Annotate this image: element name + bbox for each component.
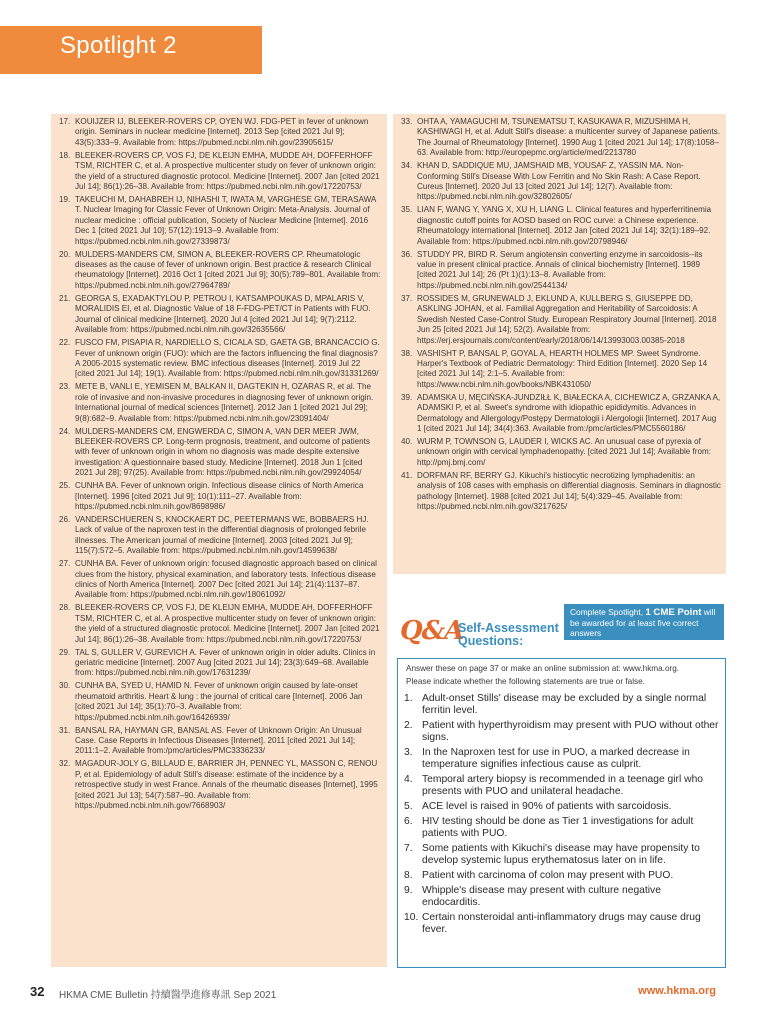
page-number: 32 [30,984,45,999]
reference-item-number: 27. [59,559,71,569]
reference-item-number: 39. [401,392,413,402]
reference-item [59,648,381,679]
reference-item-text: MULDERS-MANDERS CM, ENGWERDA C, SIMON A, VAN DER MEER JWM, BLEEKER-ROVERS CP. Long-term prognosis, treatment, and outcome of patients with fever of unknown origin in whom no diagnosis was made despite extensive investigation: A questionnaire based study. Medicine [Internet]. 2018 Jun 1 [cited 2021 Jul 28]; 97(25). Available from: https://pubmed.ncbi.nlm.nih.gov/29924054/ [75,426,370,478]
question-list [404,693,720,939]
reference-item-text: GEORGA S, EXADAKTYLOU P, PETROU I, KATSAMPOUKAS D, MPALARIS V, MORALIDIS EI, et al. Diagnostic Value of 18 F-FDG-PET/CT in Patients with FUO. Journal of clinical medicine [Internet]. 2020 Jul 4 [cited 2021 Jul 14]; 9(7):2112. Available from: https://pubmed.ncbi.nlm.nih.gov/32635566/ [75,293,371,335]
reference-item-text: CUNHA BA. Fever of unknown origin: focused diagnostic approach based on clinical clues from the history, physical examination, and laboratory tests. Infectious disease clinics of North America [Internet]. 2007 Dec [cited 2021 Jul 14]; 21(4):1137–87. Available from: https://pubmed.ncbi.nlm.nih.gov/18061092/ [75,559,377,600]
reference-item-text: METE B, VANLI E, YEMISEN M, BALKAN II, DAGTEKIN H, OZARAS R, et al. The role of invasive and non-invasive procedures in diagnosing fever of unknown origin. International journal of medical sciences [Internet]. 2012 Jan 1 [cited 2021 Jul 29]; 9(8):682–9. Available from: https://pubmed.ncbi.nlm.nih.gov/23091404/ [75,382,374,423]
reference-list-right [401,117,721,515]
question-item [404,885,720,909]
reference-item [401,205,721,247]
reference-item [401,471,721,513]
reference-item-number: 37. [401,293,413,303]
question-item-text: Patient with carcinoma of colon may present with PUO. [422,870,674,881]
reference-item-text: BLEEKER-ROVERS CP, VOS FJ, DE KLEIJN EMHA, MUDDE AH, DOFFERHOFF TSM, RICHTER C, et al. A prospective multicenter study on fever of unknown origin: the yield of a structured diagnostic protocol. Medicine [Internet]. 2007 Jan [cited 2021 Jul 14]; 86(1):26–38. Available from: https://pubmed.ncbi.nlm.nih.gov/17220753/ [75,150,380,192]
question-item-number: 5. [404,801,413,812]
question-item-number: 1. [404,693,413,704]
question-item-text: Patient with hyperthyroidism may present with PUO without other signs. [422,720,719,743]
question-item-text: HIV testing should be done as Tier 1 investigations for adult patients with PUO. [422,816,694,839]
reference-item [401,294,721,346]
reference-item-text: TAL S, GULLER V, GUREVICH A. Fever of unknown origin in older adults. Clinics in geriatric medicine [Internet]. 2007 Aug [cited 2021 Jul 14]; 23(3):649–68. Available from: https://pubmed.ncbi.nlm.nih.gov/17631239/ [75,647,376,678]
question-item-number: 10. [404,912,419,923]
reference-item [401,117,721,159]
reference-item [59,726,381,757]
reference-item-number: 36. [401,249,413,259]
badge-text-post: will be awarded for at least five correct answers [570,607,716,638]
reference-item-text: STUDDY PR, BIRD R. Serum angiotensin converting enzyme in sarcoidosis--its value in present clinical practice. Annals of clinical biochemistry [Internet]. 1989 [cited 2021 Jul 14]; 26 (Pt 1)(1):13–8. Available from: https://pubmed.ncbi.nlm.nih.gov/2544134/ [417,249,703,290]
reference-item [401,250,721,292]
reference-item [59,559,381,601]
badge-text-bold: 1 CME Point [645,607,702,618]
question-item-number: 2. [404,720,413,731]
reference-item [59,515,381,557]
question-item [404,843,720,867]
reference-item [401,393,721,435]
reference-item-number: 23. [59,382,71,392]
reference-item [401,437,721,468]
badge-text-pre: Complete Spotlight, [570,607,644,617]
question-item [404,747,720,771]
qa-title [458,622,559,648]
question-item-text: Certain nonsteroidal anti-inflammatory drugs may cause drug fever. [422,912,701,935]
reference-item [59,681,381,723]
question-item-number: 6. [404,816,413,827]
reference-item-number: 17. [59,117,71,126]
qa-instruction-line1: Answer these on page 37 or make an online submission at: www.hkma.org. [406,664,680,673]
reference-item [59,250,381,292]
reference-item-number: 31. [59,725,71,735]
reference-item-text: OHTA A, YAMAGUCHI M, TSUNEMATSU T, KASUKAWA R, MIZUSHIMA H, KASHIWAGI H, et al. Adult Still's disease: a multicenter survey of Japanese patients. The Journal of Rheumatology [Internet]. 1990 Aug 1 [cited 2021 Jul 14]; 17(8):1058–63. Available from: http://europepmc.org/article/med/2213780 [417,117,721,158]
reference-item [59,481,381,512]
reference-item [59,603,381,645]
references-panel-right [393,114,726,574]
qa-instructions [406,663,718,688]
reference-item-number: 22. [59,338,71,348]
question-item [404,693,720,717]
qa-box [397,658,726,968]
reference-item-number: 25. [59,481,71,491]
section-title: Spotlight 2 [60,32,177,59]
reference-item-number: 21. [59,293,71,303]
reference-item-text: FUSCO FM, PISAPIA R, NARDIELLO S, CICALA SD, GAETA GB, BRANCACCIO G. Fever of unknown origin (FUO): which are the factors influencing the final diagnosis? A 2005-2015 systematic review. BMC infectious diseases [Internet]. 2019 Jul 22 [cited 2021 Jul 14]; 19(1). Available from: https://pubmed.ncbi.nlm.nih.gov/31331269/ [75,338,380,379]
qa-title-line2: Questions: [458,634,524,648]
question-item-number: 7. [404,843,413,854]
reference-item-text: KHAN D, SADDIQUE MU, JAMSHAID MB, YOUSAF Z, YASSIN MA. Non-Conforming Still's Disease With Low Ferritin and No Skin Rash: A Case Report. Cureus [Internet]. 2020 Jul 13 [cited 2021 Jul 14]; 12(7). Available from: https://pubmed.ncbi.nlm.nih.gov/32802605/ [417,161,701,202]
reference-item-text: BANSAL RA, HAYMAN GR, BANSAL AS. Fever of Unknown Origin: An Unusual Case. Case Reports in Infectious Diseases [Internet]. 2011 [cited 2021 Jul 14]; 2011:1–2. Available from:/pmc/articles/PMC3336233/ [75,725,362,756]
reference-item-number: 38. [401,348,413,358]
cme-point-badge [564,604,724,640]
reference-item-text: TAKEUCHI M, DAHABREH IJ, NIHASHI T, IWATA M, VARGHESE GM, TERASAWA T. Nuclear Imaging for Classic Fever of Unknown Origin: Meta-Analysis. Journal of nuclear medicine : official publication, Society of Nuclear Medicine [Internet]. 2016 Dec 1 [cited 2021 Jul 10]; 57(12):1913–9. Available from: https://pubmed.ncbi.nlm.nih.gov/27339873/ [75,195,376,246]
reference-item-text: VASHISHT P, BANSAL P, GOYAL A, HEARTH HOLMES MP. Sweet Syndrome. Harper's Textbook of Pediatric Dermatology: Third Edition [Internet]. 2020 Sep 14 [cited 2021 Jul 14]; 2:1–5. Available from: https://www.ncbi.nlm.nih.gov/books/NBK431050/ [417,348,708,389]
reference-item [59,117,381,148]
reference-item [59,151,381,193]
reference-item-number: 29. [59,647,71,657]
reference-item-number: 28. [59,603,71,613]
reference-item-text: CUNHA BA. Fever of unknown origin. Infectious disease clinics of North America [Internet]. 1996 [cited 2021 Jul 9]; 10(1):111–27. Available from: https://pubmed.ncbi.nlm.nih.gov/8698986/ [75,481,364,511]
qa-instruction-line2: Please indicate whether the following statements are true or false. [406,676,645,686]
question-item [404,774,720,798]
question-item-number: 9. [404,885,413,896]
reference-item-text: MAGADUR-JOLY G, BILLAUD E, BARRIER JH, PENNEC YL, MASSON C, RENOU P, et al. Epidemiology of adult Still's disease: estimate of the incidence by a retrospective study in west France. Annals of the rheumatic diseases [Internet], 1995 [cited 2021 Jul 13]; 54(7):587–90. Available from: https://pubmed.ncbi.nlm.nih.gov/7668903/ [75,759,378,811]
reference-item-number: 40. [401,436,413,446]
reference-item-text: LIAN F, WANG Y, YANG X, XU H, LIANG L. Clinical features and hyperferritinemia diagnostic cutoff points for AOSD based on ROC curve: a Chinese experience. Rheumatology international [Internet]. 2012 Jan [cited 2021 Jul 14]; 32(1):189–92. Available from: https://pubmed.ncbi.nlm.nih.gov/20798946/ [417,205,712,246]
reference-item-number: 33. [401,117,413,126]
reference-item-number: 41. [401,470,413,480]
reference-item-text: WURM P, TOWNSON G, LAUDER I, WICKS AC. An unusual case of pyrexia of unknown origin with cervical lymphadenopathy. [cited 2021 Jul 14]; Available from: http://pmj.bmj.com/ [417,436,711,467]
reference-item [59,382,381,424]
reference-item-number: 32. [59,759,71,769]
reference-item-text: ADAMSKA U, MĘCIŃSKA-JUNDZIŁŁ K, BIAŁECKA A, CICHEWICZ A, GRZANKA A, ADAMSKI P, et al. Sweet's syndrome with idiopathic epididymitis. Advances in Dermatology and Allergology/Postępy Dermatologii i Alergologii [Internet]. 2017 Aug 1 [cited 2021 Jul 14]; 34(4):363. Available from:/pmc/articles/PMC5560186/ [417,392,721,433]
question-item-text: Some patients with Kikuchi's disease may have propensity to develop systemic lupus erythematosus later on in life. [422,843,700,866]
reference-list-left [59,117,381,814]
qa-title-line1: Self-Assessment [458,621,559,635]
reference-item [401,349,721,391]
question-item-text: Whipple's disease may present with culture negative endocarditis. [422,885,661,908]
question-item-number: 3. [404,747,413,758]
reference-item [59,195,381,247]
question-item-text: ACE level is raised in 90% of patients with sarcoidosis. [422,801,672,812]
reference-item [59,759,381,811]
reference-item-text: BLEEKER-ROVERS CP, VOS FJ, DE KLEIJN EMHA, MUDDE AH, DOFFERHOFF TSM, RICHTER C, et al. A prospective multicenter study on fever of unknown origin: the yield of a structured diagnostic protocol. Medicine [Internet]. 2007 Jan [cited 2021 Jul 14]; 86(1):26–38. Available from: https://pubmed.ncbi.nlm.nih.gov/17220753/ [75,603,380,644]
question-item [404,801,720,813]
reference-item [401,161,721,203]
reference-item [59,294,381,336]
question-item-text: In the Naproxen test for use in PUO, a marked decrease in temperature signifies infectious cause as culprit. [422,747,690,770]
reference-item-number: 34. [401,161,413,171]
reference-item-text: MULDERS-MANDERS CM, SIMON A, BLEEKER-ROVERS CP. Rheumatologic diseases as the cause of fever of unknown origin. Best practice & research Clinical rheumatology [Internet]. 2016 Oct 1 [cited 2021 Jul 9]; 30(5):789–801. Available from: https://pubmed.ncbi.nlm.nih.gov/27964789/ [75,249,381,290]
question-item-number: 8. [404,870,413,881]
reference-item-text: VANDERSCHUEREN S, KNOCKAERT DC, PEETERMANS WE, BOBBAERS HJ. Lack of value of the naproxen test in the differential diagnosis of prolonged febrile illnesses. The American journal of medicine [Internet]. 2003 [cited 2021 Jul 9]; 115(7):572–5. Available from: https://pubmed.ncbi.nlm.nih.gov/14599638/ [75,514,369,556]
reference-item-number: 35. [401,205,413,215]
reference-item-number: 20. [59,249,71,259]
question-item [404,720,720,744]
question-item-text: Temporal artery biopsy is recommended in a teenage girl who presents with PUO and unilateral headache. [422,774,704,797]
reference-item-text: KOUIJZER IJ, BLEEKER-ROVERS CP, OYEN WJ. FDG-PET in fever of unknown origin. Seminars in nuclear medicine [Internet]. 2013 Sep [cited 2021 Jul 9]; 43(5):333–9. Available from: https://pubmed.ncbi.nlm.nih.gov/23905615/ [75,117,369,147]
bulletin-name: HKMA CME Bulletin 持續醫學進修專訊 Sep 2021 [59,990,277,1001]
reference-item-text: CUNHA BA, SYED U, HAMID N. Fever of unknown origin caused by late-onset rheumatoid arthritis. Heart & lung : the journal of critical care [Internet]. 2006 Jan [cited 2021 Jul 14]; 35(1):70–3. Available from: https://pubmed.ncbi.nlm.nih.gov/16426939/ [75,681,363,722]
reference-item-text: DORFMAN RF, BERRY GJ. Kikuchi's histiocytic necrotizing lymphadenitis: an analysis of 108 cases with emphasis on differential diagnosis. Seminars in diagnostic pathology [Internet]. 1988 [cited 2021 Jul 14]; 5(4):329–45. Available from: https://pubmed.ncbi.nlm.nih.gov/3217625/ [417,470,721,511]
reference-item-number: 26. [59,514,71,524]
references-panel-left [51,114,387,967]
qa-header [400,604,726,656]
question-item [404,912,720,936]
qa-logo: Q&A [400,616,464,646]
reference-item [59,427,381,479]
reference-item-number: 19. [59,195,71,205]
reference-item-text: ROSSIDES M, GRUNEWALD J, EKLUND A, KULLBERG S, GIUSEPPE DD, ASKLING JOHAN, et al. Familial Aggregation and Heritability of Sarcoidosis: A Swedish Nested Case-Control Study. European Respiratory Journal [Internet]. 2018 Jun 25 [cited 2021 Jul 14]; 52(2). Available from: https://erj.ersjournals.com/content/early/2018/06/14/13993003.00385-2018 [417,293,717,345]
question-item-number: 4. [404,774,413,785]
reference-item-number: 18. [59,150,71,160]
question-item-text: Adult-onset Stills' disease may be excluded by a single normal ferritin level. [422,693,707,716]
reference-item [59,338,381,380]
footer-url-link[interactable]: www.hkma.org [638,985,716,997]
reference-item-number: 24. [59,426,71,436]
question-item [404,816,720,840]
reference-item-number: 30. [59,681,71,691]
question-item [404,870,720,882]
